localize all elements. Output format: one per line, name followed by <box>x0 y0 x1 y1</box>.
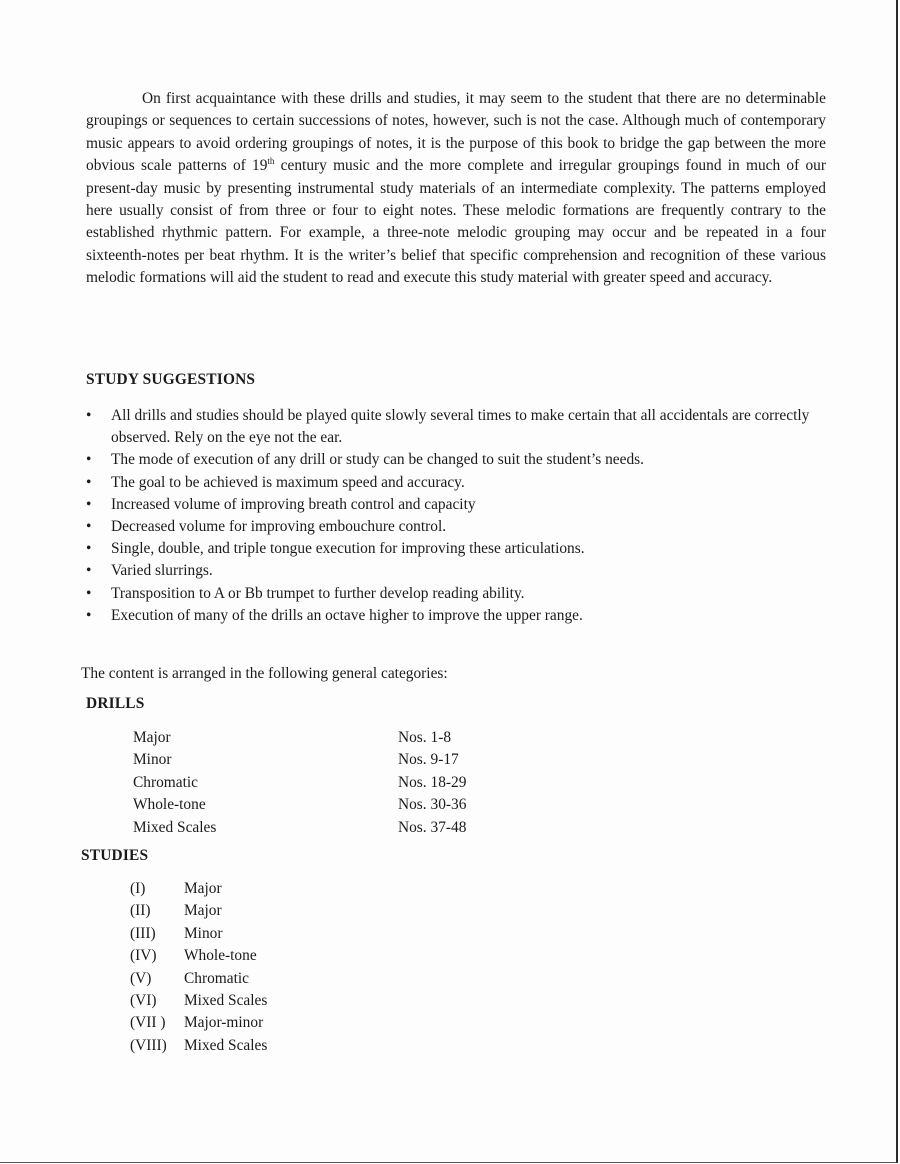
study-suggestions-heading: STUDY SUGGESTIONS <box>86 371 256 388</box>
drill-numbers: Nos. 37-48 <box>398 818 467 836</box>
study-numeral: (V) <box>130 969 152 987</box>
suggestion-item: • All drills and studies should be played quite slowly several times to make certain that all accidentals are correctly observed. Rely on the eye not the ear. <box>86 405 828 449</box>
categories-intro: The content is arranged in the following general categories: <box>81 665 448 682</box>
suggestion-item: • Single, double, and triple tongue execution for improving these articulations. <box>86 538 828 560</box>
studies-row <box>130 900 267 922</box>
studies-row <box>130 968 267 990</box>
drills-row <box>133 817 466 839</box>
drills-row <box>133 794 466 816</box>
suggestion-item: • Transposition to A or Bb trumpet to further develop reading ability. <box>86 583 828 605</box>
suggestion-item: • Decreased volume for improving embouchure control. <box>86 516 828 538</box>
study-category: Mixed Scales <box>184 1036 268 1054</box>
study-numeral: (VII ) <box>130 1014 166 1032</box>
drill-category: Chromatic <box>133 773 198 791</box>
intro-paragraph <box>86 88 826 290</box>
study-numeral: (VIII) <box>130 1036 167 1054</box>
drill-numbers: Nos. 1-8 <box>398 729 452 746</box>
study-category: Major-minor <box>184 1014 264 1032</box>
suggestion-item: • The goal to be achieved is maximum speed and accuracy. <box>86 472 828 494</box>
study-suggestions-list <box>86 405 828 627</box>
drills-row <box>133 749 466 771</box>
study-numeral: (IV) <box>130 947 157 965</box>
study-numeral: (VI) <box>130 992 157 1010</box>
drills-heading: DRILLS <box>86 695 145 712</box>
study-category: Major <box>184 880 222 897</box>
studies-row <box>130 990 267 1012</box>
study-category: Major <box>184 902 222 920</box>
studies-row <box>130 1035 267 1057</box>
suggestion-item: • Varied slurrings. <box>86 560 828 582</box>
studies-row <box>130 923 267 945</box>
drill-category: Whole-tone <box>133 796 206 814</box>
suggestion-item: • Increased volume of improving breath control and capacity <box>86 494 828 516</box>
study-numeral: (III) <box>130 924 156 942</box>
drill-category: Mixed Scales <box>133 818 217 836</box>
intro-text-part-1: On first acquaintance with these drills and studies, it may seem to the student that there are no determinable groupings or sequences to certain successions of notes, however, such is not the case. Although much of contemporary music appears to avoid ordering groupings of notes, it is the purpose of this book to bridge the gap between the more obvious scale patterns of 19 <box>86 90 826 175</box>
studies-row <box>130 1012 267 1034</box>
drills-table <box>133 727 466 839</box>
drill-numbers: Nos. 9-17 <box>398 751 459 769</box>
study-category: Whole-tone <box>184 947 257 965</box>
drills-row <box>133 727 466 749</box>
studies-heading: STUDIES <box>81 847 149 864</box>
suggestion-item: • The mode of execution of any drill or study can be changed to suit the student’s needs. <box>86 449 828 471</box>
drill-category: Minor <box>133 751 172 769</box>
drill-numbers: Nos. 30-36 <box>398 796 467 814</box>
studies-row <box>130 945 267 967</box>
studies-row <box>130 878 267 900</box>
study-numeral: (II) <box>130 902 151 920</box>
intro-superscript: th <box>267 156 275 167</box>
study-category: Chromatic <box>184 969 249 987</box>
study-category: Mixed Scales <box>184 992 268 1010</box>
suggestion-item: • Execution of many of the drills an octave higher to improve the upper range. <box>86 605 828 627</box>
study-category: Minor <box>184 924 223 942</box>
drill-category: Major <box>133 729 171 746</box>
drill-numbers: Nos. 18-29 <box>398 773 467 791</box>
study-numeral: (I) <box>130 880 146 897</box>
intro-text-part-2: century music and the more complete and irregular groupings found in much of our present-day music by presenting instrumental study materials of an intermediate complexity. The patterns employed here usually consist of from three or four to eight notes. These melodic formations are frequently contrary to the established rhythmic pattern. For example, a three-note melodic grouping may occur and be repeated in a four sixteenth-notes per beat rhythm. It is the writer’s belief that specific comprehension and recognition of these various melodic formations will aid the student to read and execute this study material with greater speed and accuracy. <box>86 157 826 287</box>
drills-row <box>133 772 466 794</box>
studies-table <box>130 878 267 1057</box>
